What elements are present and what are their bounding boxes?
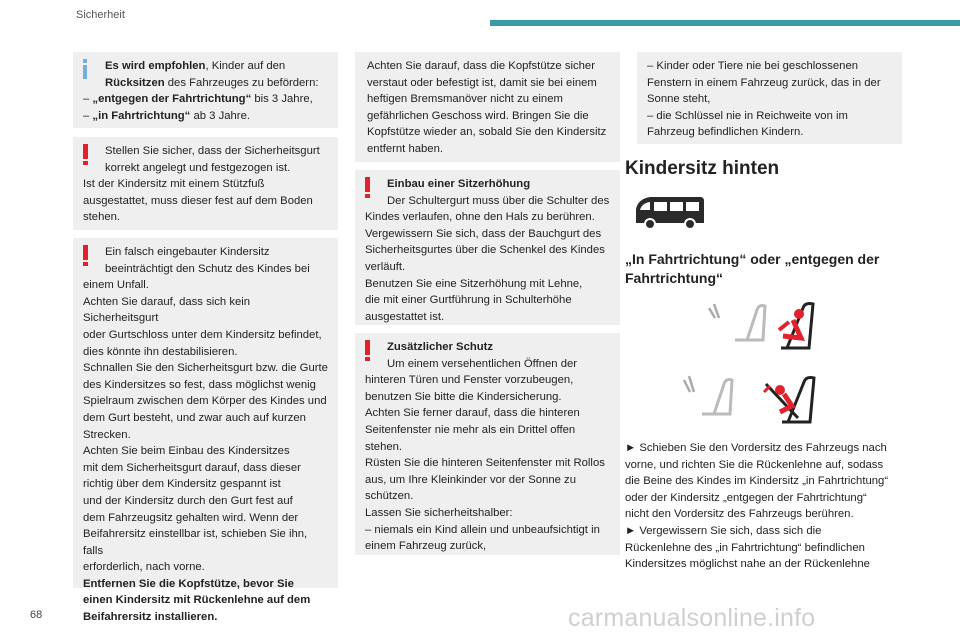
header-section-title: Sicherheit xyxy=(76,9,125,21)
note-text: Achten Sie darauf, dass die Kopfstütze sicher xyxy=(367,60,595,72)
warning-text: Schnallen Sie den Sicherheitsgurt bzw. die Gurte xyxy=(83,362,328,375)
warning-text: einem Fahrzeug zurück, xyxy=(365,540,487,553)
note-text: verstaut oder befestigt ist, damit sie bei einem xyxy=(367,76,597,89)
section-heading: Kindersitz hinten xyxy=(625,158,780,179)
note-text: heftigen Bremsmanöver nicht zu einem xyxy=(367,93,563,106)
warning-text: Kindes verlaufen, ohne den Hals zu berühren. xyxy=(365,211,595,224)
warning-text: Strecken. xyxy=(83,428,131,441)
warning-icon xyxy=(365,177,370,199)
info-box-recommendation xyxy=(73,52,338,128)
warning-text: ausgestattet, muss dieser fest auf dem Boden xyxy=(83,194,313,207)
note-text: Fahrzeug befindlichen Kindern. xyxy=(647,126,804,139)
warning-text: dies könnte ihn destabilisieren. xyxy=(83,345,238,358)
van-with-seats-icon xyxy=(632,193,708,231)
warning-text: Stellen Sie sicher, dass der Sicherheitsgurt xyxy=(105,145,320,157)
subsection-heading: „In Fahrtrichtung“ oder „entgegen der Fahrtrichtung“ xyxy=(625,251,880,286)
warning-text: ausgestattet ist. xyxy=(365,310,445,323)
warning-text: Benutzen Sie eine Sitzerhöhung mit Lehne, xyxy=(365,277,583,290)
warning-box-additional-protection xyxy=(355,333,620,555)
warning-text: Rüsten Sie die hinteren Seitenfenster mit Rollos xyxy=(365,457,605,470)
warning-icon xyxy=(365,340,370,362)
warning-text: aus, um Ihre Kleinkinder vor der Sonne zu xyxy=(365,473,576,486)
info-line1: Es wird empfohlen, Kinder auf den xyxy=(105,60,286,72)
instruction-text xyxy=(625,440,910,573)
info-icon xyxy=(83,59,87,79)
instruction-line: vorne, und richten Sie die Rückenlehne auf, sodass xyxy=(625,458,884,471)
warning-text: die mit einer Gurtführung in Schulterhöhe xyxy=(365,294,572,307)
warning-text: einem Unfall. xyxy=(83,279,149,292)
warning-box-booster xyxy=(355,170,620,325)
warning-text: mit dem Sicherheitsgurt darauf, dass dieser xyxy=(83,461,301,474)
note-text: gefährlichen Geschoss wird. Bringen Sie die xyxy=(367,109,589,122)
instruction-line: Rückenlehne des „in Fahrtrichtung“ befindlichen xyxy=(625,541,865,554)
note-text: – die Schlüssel nie in Reichweite von im xyxy=(647,109,848,122)
warning-text: Achten Sie beim Einbau des Kindersitzes xyxy=(83,445,290,458)
warning-icon xyxy=(83,245,88,267)
instruction-line: die Beine des Kindes im Kindersitz „in Fahrtrichtung“ xyxy=(625,475,889,488)
note-box-safety-list xyxy=(637,52,902,144)
page-number: 68 xyxy=(30,609,43,621)
warning-title: Einbau einer Sitzerhöhung xyxy=(387,178,531,190)
warning-bold-text: Entfernen Sie die Kopfstütze, bevor Sie xyxy=(83,577,294,590)
warning-bold-text: einen Kindersitz mit Rückenlehne auf dem xyxy=(83,594,311,607)
note-text: – Kinder oder Tiere nie bei geschlossenen xyxy=(647,60,859,72)
warning-title: Zusätzlicher Schutz xyxy=(387,341,494,353)
warning-text: Lassen Sie sicherheitshalber: xyxy=(365,506,513,519)
warning-text: beeinträchtigt den Schutz des Kindes bei xyxy=(105,262,310,275)
warning-text: Achten Sie ferner darauf, dass die hinteren xyxy=(365,407,580,420)
warning-text: stehen. xyxy=(83,211,121,224)
instruction-line: ► Vergewissern Sie sich, dass sich die xyxy=(625,524,822,537)
warning-text: richtig über dem Kindersitz gespannt ist xyxy=(83,478,281,491)
warning-text: dem Fahrzeugsitz gehalten wird. Wenn der xyxy=(83,511,299,524)
warning-text: Ist der Kindersitz mit einem Stützfuß xyxy=(83,178,265,191)
warning-box-seatbelt xyxy=(73,137,338,230)
warning-text: erforderlich, nach vorne. xyxy=(83,561,205,574)
note-text: Kopfstütze wieder an, sobald Sie den Kindersitz xyxy=(367,126,607,139)
instruction-line: Kindersitzes möglichst nahe an der Rückenlehne xyxy=(625,558,870,571)
warning-text: Spielraum zwischen dem Körper des Kindes und xyxy=(83,395,327,408)
warning-text: Achten Sie darauf, dass sich kein Sicherheitsgurt xyxy=(83,295,251,325)
warning-text: und der Kindersitz durch den Gurt fest auf xyxy=(83,494,293,507)
child-seat-forward-facing-icon xyxy=(705,300,835,356)
instruction-line: oder der Kindersitz „entgegen der Fahrtrichtung“ xyxy=(625,491,867,504)
warning-text: Sicherheitsgurtes über die Schenkel des Kindes xyxy=(365,244,605,257)
info-item-forward: – „in Fahrtrichtung“ ab 3 Jahre. xyxy=(83,109,250,122)
note-text: Sonne steht, xyxy=(647,93,711,106)
warning-icon xyxy=(83,144,88,166)
header-accent-bar xyxy=(490,20,960,26)
instruction-line: nicht den Vordersitz des Fahrzeugs berühren. xyxy=(625,508,854,521)
instruction-line: ► Schieben Sie den Vordersitz des Fahrzeugs nach xyxy=(625,442,887,454)
warning-text: – niemals ein Kind allein und unbeaufsichtigt in xyxy=(365,523,600,536)
warning-text: dem Gurt besteht, und zwar auch auf kurzen xyxy=(83,411,306,424)
info-item-rearward: – „entgegen der Fahrtrichtung“ bis 3 Jahre, xyxy=(83,93,313,106)
warning-text: Beifahrersitz einstellbar ist, schieben Sie ihn, falls xyxy=(83,528,308,557)
warning-text: Ein falsch eingebauter Kindersitz xyxy=(105,246,270,258)
warning-text: korrekt angelegt und festgezogen ist. xyxy=(105,161,291,174)
warning-text: hinteren Türen und Fenster vorzubeugen, xyxy=(365,374,574,387)
note-text: entfernt haben. xyxy=(367,142,444,155)
warning-text: Vergewissern Sie sich, dass der Bauchgurt des xyxy=(365,227,602,240)
warning-text: Seitenfenster nie mehr als ein Drittel offen xyxy=(365,423,576,436)
warning-text: stehen. xyxy=(365,440,403,453)
note-box-headrest xyxy=(355,52,620,162)
warning-text: schützen. xyxy=(365,490,414,503)
warning-bold-text: Beifahrersitz installieren. xyxy=(83,611,218,624)
warning-text: des Kindersitzes so fest, dass möglichst wenig xyxy=(83,378,316,391)
info-line2: Rücksitzen des Fahrzeuges zu befördern: xyxy=(105,76,319,89)
child-seat-rear-facing-icon xyxy=(680,372,835,430)
warning-text: oder Gurtschloss unter dem Kindersitz befindet, xyxy=(83,328,322,341)
note-text: Fenstern in einem Fahrzeug zurück, das in der xyxy=(647,76,881,89)
warning-box-installation xyxy=(73,238,338,624)
warning-text: benutzen Sie bitte die Kindersicherung. xyxy=(365,390,562,403)
warning-text: Der Schultergurt muss über die Schulter des xyxy=(387,194,610,207)
warning-text: verläuft. xyxy=(365,260,406,273)
watermark: carmanualsonline.info xyxy=(568,604,816,632)
warning-text: Um einem versehentlichen Öffnen der xyxy=(387,357,578,370)
